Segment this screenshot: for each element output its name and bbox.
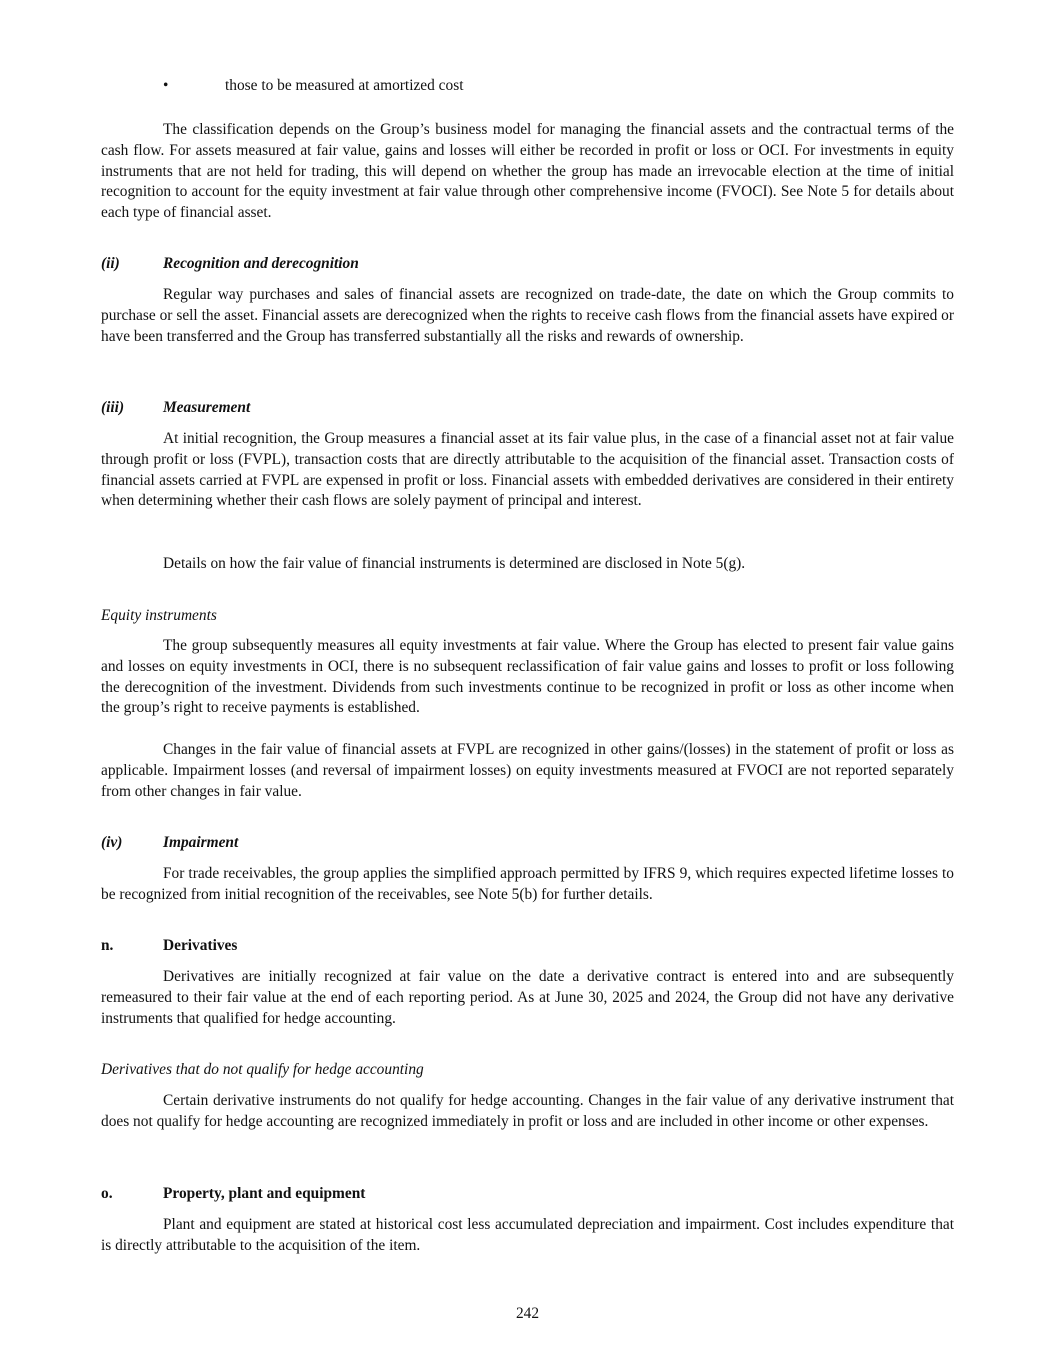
section-heading-n (101, 936, 954, 957)
paragraph-classification: The classification depends on the Group’s business model for managing the financial assets and the contractual terms of the cash flow. For assets measured at fair value, gains and losses will either be recorded in profit or loss or OCI. For investments in equity instruments that are not held for trading, this will depend on whether the group has made an irrevocable election at the time of initial recognition to account for the equity investment at fair value through other comprehensive income (FVOCI). See Note 5 for details about each type of financial asset. (101, 121, 954, 222)
section-number: (iv) (101, 834, 123, 851)
paragraph-ppe: Plant and equipment are stated at historical cost less accumulated depreciation and impairment. Cost includes expenditure that is directly attributable to the acquisition of the item. (101, 1216, 954, 1254)
paragraph-recognition: Regular way purchases and sales of financial assets are recognized on trade-date, the date on which the Group commits to purchase or sell the asset. Financial assets are derecognized when the rights to receive cash flows from the financial assets have expired or have been transferred and the Group has transferred substantially all the risks and rewards of ownership. (101, 286, 954, 345)
section-number: n. (101, 937, 114, 954)
page-number: 242 (515, 1305, 540, 1322)
section-heading-iv (101, 833, 954, 854)
section-title: Measurement (163, 399, 251, 416)
section-heading-o (101, 1184, 954, 1205)
section-number: o. (101, 1185, 113, 1202)
section-number: (iii) (101, 399, 125, 416)
paragraph-equity-1: The group subsequently measures all equity investments at fair value. Where the Group has elected to present fair value gains and losses on equity investments in OCI, there is no subsequent reclassification of fair value gains and losses to profit or loss following the derecognition of the investment. Dividends from such investments continue to be recognized in profit or loss as other income when the group’s right to receive payments is established. (101, 637, 954, 717)
paragraph-equity-2: Changes in the fair value of financial assets at FVPL are recognized in other gains/(losses) in the statement of profit or loss as applicable. Impairment losses (and reversal of impairment losses) on equity investments measured at FVOCI are not reported separately from other changes in fair value. (101, 741, 954, 800)
paragraph-fair-value-details: Details on how the fair value of financial instruments is determined are disclosed in Note 5(g). (163, 555, 746, 572)
section-heading-iii (101, 398, 954, 419)
paragraph-measurement: At initial recognition, the Group measures a financial asset at its fair value plus, in the case of a financial asset not at fair value through profit or loss (FVPL), transaction costs that are directly attributable to the acquisition of the financial asset. Transaction costs of financial assets carried at FVPL are expensed in profit or loss. Financial assets with embedded derivatives are considered in their entirety when determining whether their cash flows are solely payment of principal and interest. (101, 430, 954, 510)
section-title: Derivatives (163, 937, 238, 954)
section-title: Property, plant and equipment (163, 1185, 366, 1202)
paragraph-hedge: Certain derivative instruments do not qualify for hedge accounting. Changes in the fair value of any derivative instrument that does not qualify for hedge accounting are recognized immediately in profit or loss and are included in other income or other expenses. (101, 1092, 954, 1130)
section-title: Impairment (163, 834, 239, 851)
bullet-item (163, 76, 863, 97)
section-heading-ii (101, 254, 954, 275)
section-number: (ii) (101, 255, 120, 272)
section-title: Recognition and derecognition (163, 255, 359, 272)
subheading-hedge-accounting: Derivatives that do not qualify for hedge accounting (101, 1061, 424, 1078)
paragraph-impairment: For trade receivables, the group applies the simplified approach permitted by IFRS 9, which requires expected lifetime losses to be recognized from initial recognition of the receivables, see Note 5(b) for further details. (101, 865, 954, 903)
subheading-equity-instruments: Equity instruments (101, 607, 217, 624)
paragraph-derivatives: Derivatives are initially recognized at fair value on the date a derivative contract is entered into and are subsequently remeasured to their fair value at the end of each reporting period. As at June 30, 2025 and 2024, the Group did not have any derivative instruments that qualified for hedge accounting. (101, 968, 954, 1027)
bullet-icon: • (163, 77, 169, 94)
bullet-text: those to be measured at amortized cost (225, 77, 464, 94)
